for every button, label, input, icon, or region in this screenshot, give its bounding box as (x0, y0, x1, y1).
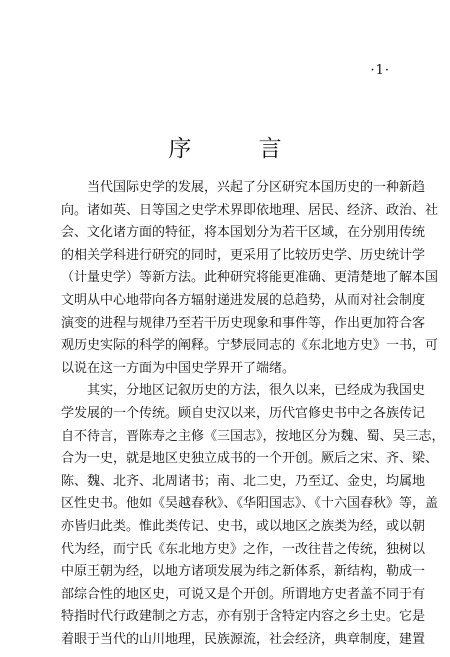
text-line: 文明从中心地带向各方辐射递进发展的总趋势，从而对社会制度 (61, 292, 426, 308)
text-line: 自不待言，晋陈寿之主修《三国志》，按地区分为魏、蜀、吴三志， (61, 428, 445, 444)
text-line: 的相关学科进行研究的同时，更采用了比较历史学、历史统计学 (61, 247, 426, 263)
text-line: 以说在这一方面为中国史学界开了端绪。 (61, 360, 296, 376)
paragraph (61, 380, 445, 651)
text-line: （计量史学）等新方法。此种研究将能更准确、更清楚地了解本国 (61, 270, 439, 286)
text-line: 部综合性的地区史，可说又是个开创。所谓地方史者盖不同于有 (61, 586, 426, 602)
text-line: 亦皆归此类。惟此类传记、史书，或以地区之族类为经，或以朝 (61, 518, 426, 534)
text-line: 特指时代行政建制之方志，亦有别于含特定内容之乡土史。它是 (61, 609, 426, 625)
text-line: 演变的进程与规律乃至若干历史现象和事件等，作出更加符合客 (61, 315, 426, 331)
text-line: 当代国际史学的发展，兴起了分区研究本国历史的一种新趋 (87, 180, 426, 195)
text-line: 观历史实际的科学的阐释。宁梦辰同志的《东北地方史》一书，可 (61, 338, 439, 354)
text-line: 学发展的一个传统。顾自史汉以来，历代官修史书中之各族传记 (61, 405, 426, 421)
page-number: ·1· (370, 63, 390, 78)
text-line: 会、文化诸方面的特征，将本国划分为若干区域，在分别用传统 (61, 225, 426, 241)
text-line: 代为经，而宁氏《东北地方史》之作，一改往昔之传统，独树以 (61, 541, 426, 557)
page-title: 序 言 (168, 136, 312, 162)
text-line: 向。诸如英、日等国之史学术界即依地理、居民、经济、政治、社 (61, 202, 439, 218)
text-line: 区性史书。他如《吴越春秋》、《华阳国志》、《十六国春秋》等，盖 (61, 496, 439, 512)
text-line: 中原王朝为经，以地方诸项发展为纬之新体系，新结构，勒成一 (61, 564, 426, 580)
paragraph (61, 177, 439, 380)
text-line: 其实，分地区记叙历史的方法，很久以来，已经成为我国史 (87, 383, 426, 399)
text-line: 陈、魏、北齐、北周诸书；南、北二史，乃至辽、金史，均属地 (61, 473, 426, 489)
body-text (61, 177, 445, 651)
text-line: 着眼于当代的山川地理，民族源流，社会经济，典章制度，建置 (61, 631, 426, 647)
text-line: 合为一史，就是地区史独立成书的一个开创。厥后之宋、齐、梁、 (61, 451, 439, 467)
